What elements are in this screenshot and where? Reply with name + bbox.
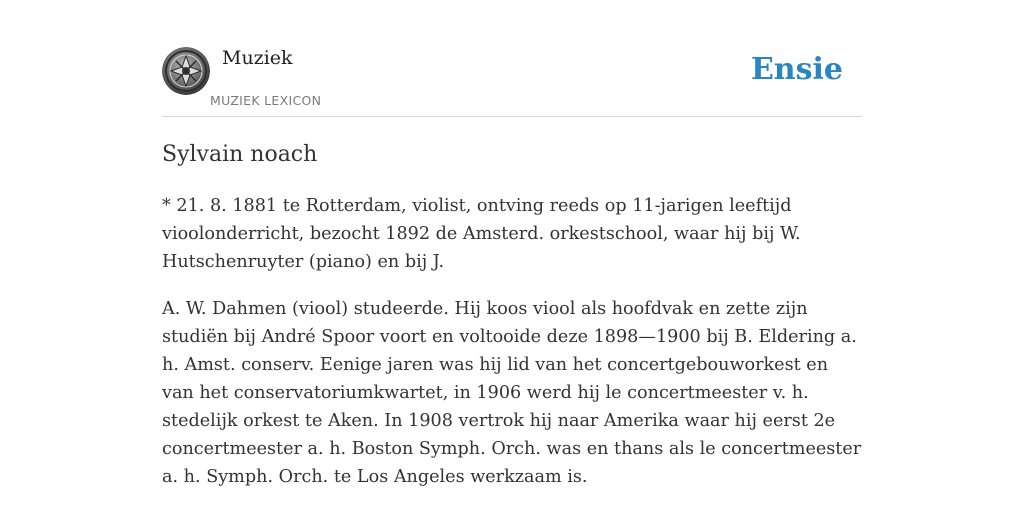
source-header: [162, 40, 862, 117]
source-title-link[interactable]: Muziek: [222, 47, 293, 69]
brand-logo-link[interactable]: Ensie: [750, 52, 843, 87]
entry-content: [162, 138, 862, 491]
source-avatar-emblem-icon[interactable]: [162, 47, 210, 95]
entry-title: Sylvain noach: [162, 142, 318, 167]
entry-paragraph: A. W. Dahmen (viool) studeerde. Hij koos viool als hoofdvak en zette zijn studiën bij André Spoor voort en voltooide deze 1898—1900 bij B. Eldering a. h. Amst. conserv. Eenige jaren was hij lid van het concertgebouworkest en van het conservatoriumkwartet, in 1906 werd hij le concertmeester v. h. stedelijk orkest te Aken. In 1908 vertrok hij naar Amerika waar hij eerst 2e concertmeester a. h. Boston Symph. Orch. was en thans als le concertmeester a. h. Symph. Orch. te Los Angeles werkzaam is.: [162, 299, 862, 487]
source-subtitle: MUZIEK LEXICON: [210, 93, 322, 108]
entry-paragraph: * 21. 8. 1881 te Rotterdam, violist, ontving reeds op 11-jarigen leeftijd vioolonderricht, bezocht 1892 de Amsterd. orkestschool, waar hij bij W. Hutschenruyter (piano) en bij J.: [162, 196, 801, 272]
